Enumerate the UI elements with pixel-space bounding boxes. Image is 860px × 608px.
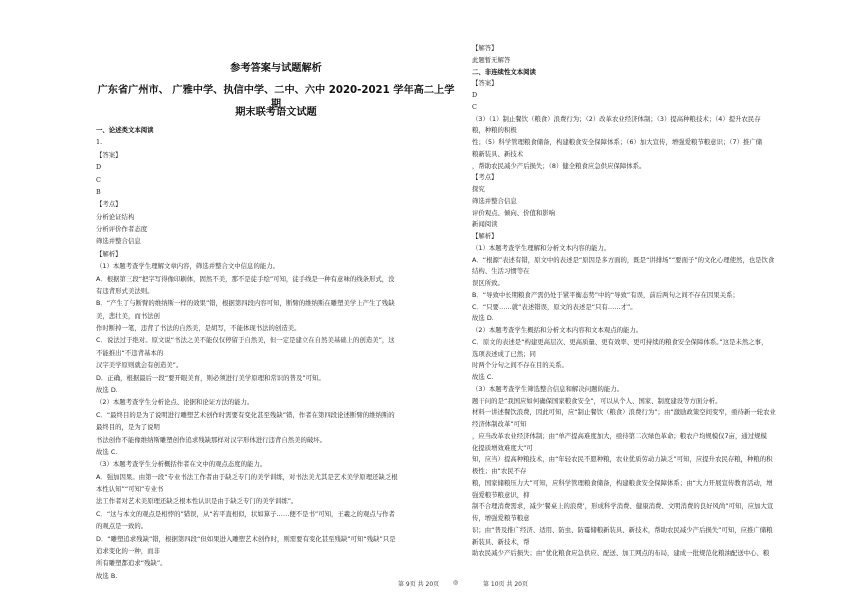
text-line: 经济体制改革”可知 [472, 420, 527, 428]
text-line: 时两个分句之间不存在目的关系。 [472, 361, 568, 370]
text-line: 本性认知”“可知”专业书 [96, 485, 164, 494]
text-line: 【解析】 [96, 249, 122, 258]
text-line: 评价观点、倾向、价值和影响 [472, 208, 556, 217]
text-line: 探究 [472, 185, 485, 193]
page-number-left: 第 9页 共 20页 [398, 581, 440, 588]
doc-subtitle-line1: 广东省广州市、 广雅中学、执信中学、二中、六中 2020-2021 学年高二上学期 [97, 85, 455, 110]
text-line: 所有雕塑都追求“残缺”。 [96, 559, 167, 568]
text-line: 故选 D. [472, 314, 494, 323]
text-line: 故选 D. [96, 385, 118, 394]
text-line: 有违背形式美法则。 [96, 286, 154, 295]
text-line: 材料一讲述餐饮浪费，因此可知，应“制止餐饮（粮食）浪费行为”；由“激励政策空间变窄，亟待新一轮农业 [472, 408, 776, 417]
page-number-right: 第 10页 共 20页 [483, 581, 528, 588]
text-line: C．“这与本文的观点是相悖的”错误，从“若平直相似，状如算子……便不是书”可知，王羲之的观点与作者 [96, 509, 395, 518]
text-line: B [96, 187, 101, 196]
text-line: 制不合理消费需求，减少‘餐桌上的浪费’，形成科学消费、健康消费、文明消费的良好风尚”可知，应加大宣 [472, 502, 774, 511]
text-line: 新装具、新技术，帮 [472, 537, 530, 546]
text-line: 知，应当）提高种粮技术，由“年轻农民不愿种粮，农业优质劳动力缺乏”可知，应提升农民存粮，种粮的积 [472, 455, 773, 464]
text-line: D．正确，根据最后一段“要开眼美育，则必须进行美学原理和常识的普及”可知。 [96, 373, 325, 382]
text-line: 题干问的是“我国应如何确保国家粮食安全”，可以从个人、国家、制度建设等方面分析。 [472, 396, 722, 405]
text-line: 1. [96, 138, 103, 147]
text-line: ，应当改革农业经济体制；由“单产提高难度加大，亟待第二次绿色革命；粮农户均规模仅7亩，通过规模 [472, 431, 767, 440]
text-line: A．根据第三段“把字写得像印刷体，固然不美，那不是徒手绘”可知，徒手线是一种有意味的线条形式，没 [96, 274, 395, 283]
text-line: 美，悲壮美，而书法创 [96, 311, 160, 320]
text-line: （1）本题考查学生理解和分析文本内容的能力。 [472, 243, 611, 252]
text-line: 强爱粮节粮意识，抑 [472, 490, 530, 499]
text-line: B．“导致中长期粮食产需仍处于紧平衡态势”中的“导致”有误，前后两句之间不存在因果关系； [472, 290, 739, 299]
text-line: 化提质增效难度大”可 [472, 443, 533, 452]
doc-subtitle-line2: 期末联考语文试题 [235, 107, 317, 118]
text-line: 极性；由“农民不存 [472, 467, 527, 475]
page-separator: ◎ [453, 579, 459, 586]
text-line: 此题暂无解答 [472, 55, 511, 64]
text-line: （1）本题考查学生理解文章内容，筛选并整合文中信息的能力。 [96, 262, 280, 271]
text-line: 故选 C. [96, 447, 118, 456]
text-line: C [96, 175, 101, 184]
text-line: （3）本题考查学生分析概括作者在文中的观点态度的能力。 [96, 460, 267, 469]
text-line: 选项表述成了已然；同 [472, 349, 536, 358]
text-line: 结构、生活习惯等在 [472, 267, 530, 276]
text-line: A．强加因果。由第一段“专业书法工作者由于缺乏专门的美学训练，对书法美尤其是艺术美学原理还缺乏根 [96, 472, 398, 481]
text-line: 筛选并整合信息 [96, 237, 141, 246]
text-line: 二、非连续性文本阅读 [472, 67, 536, 76]
text-line: C [472, 102, 477, 111]
text-line: 传，增强爱粮节粮意 [472, 514, 530, 522]
text-line: 【考点】 [472, 173, 498, 182]
text-line: C．“只要……就”表述错误，原文的表述是“只有……才”。 [472, 302, 637, 311]
text-line: 书法创作不能像维纳斯雕塑创作追求残缺那样对汉字形体进行违背自然美的破坏。 [96, 435, 327, 444]
text-line: （3）（1）制止餐饮（粮食）浪费行为；（2）改革农业经济体制；（3）提高种粮技术；（4）提升农民存 [472, 114, 761, 123]
text-line: ，帮助农民减少产后损失；（8）健全粮食应急供应保障体系。 [472, 161, 646, 170]
text-line: 助农民减少产后损失；由“优化粮食应急供应、配送、加工网点的布局，建成一批规范化粮油配送中心、粮 [472, 549, 770, 558]
text-line: 粮，国家储粮压力大”可知，应科学管理粮食储备，构建粮食安全保障体系；由“大力开展宣传教育活动，增 [472, 478, 773, 487]
text-line: C．原文的表述是“构建更高层次、更高质量、更有效率、更可持续的粮食安全保障体系。”这是未然之事， [472, 337, 768, 346]
text-line: 的观点是一致的。 [96, 522, 148, 531]
text-line: D [96, 163, 102, 172]
text-line: 作时断掉一笔，违背了书法的自然美，是胡写，不能体现书法的创造美。 [96, 324, 301, 333]
text-line: 性；（5）科学管理粮食储备，构建粮食安全保障体系；（6）加大宣传，增强爱粮节粮意识；（7）推广储 [472, 138, 763, 146]
text-line: 【解答】 [472, 44, 498, 52]
text-line: 粮，种粮的积极 [472, 126, 517, 135]
text-line: B．“产生了与断臂的维纳斯一样的效果”错，根据第四段内容可知，断臂的维纳斯在雕塑美学上产生了残缺 [96, 299, 395, 308]
doc-title: 参考答案与试题解析 [230, 63, 322, 74]
text-line: 粮新装具、新技术 [472, 149, 524, 158]
text-line: （2）本题考查学生分析论点、论据和论证方法的能力。 [96, 398, 254, 407]
text-line: 分析评价作者态度 [96, 225, 148, 234]
text-line: 故选 C. [472, 373, 494, 381]
text-line: A．“根源”表述有错，原文中的表述是“原因是多方面的，既是“讲排场”“要面子”的文化心理使然，也是饮食 [472, 255, 775, 264]
text-line: D [472, 91, 478, 99]
text-line: 法工作者对艺术美原理还缺乏根本性认识是由于缺乏专门的美学训练”。 [96, 497, 298, 506]
text-line: 追求变化的一种，而非 [96, 546, 160, 555]
text-line: C．说法过于绝对。原文说“书法之美不能仅仅停留于自然美，但一定是建立在自然美基础上的创造美”，这 [96, 336, 395, 345]
text-line: 最终目的，是为了说明 [96, 423, 160, 432]
text-line: 汉字美学原则就会有创造美”。 [96, 361, 183, 370]
text-line: 不能推出“不违背基本的 [96, 348, 164, 357]
text-line: D．“雕塑追求残缺”错，根据第四段“但如果进入雕塑艺术创作时，则需要有变化甚至残缺”可知“残缺”只是 [96, 534, 396, 543]
text-line: C．“最终目的是为了说明进行雕塑艺术创作时需要有变化甚至残缺”错，作者在第四段论述断臂的维纳斯的 [96, 410, 395, 419]
text-line: 分析论证结构 [96, 212, 135, 221]
text-line: 【解析】 [472, 232, 498, 240]
text-line: （2）本题考查学生概括和分析文本内容和文本观点的能力。 [472, 326, 643, 334]
text-line: 筛选并整合信息 [472, 196, 517, 205]
text-line: 故选 B. [96, 571, 118, 580]
text-line: 一、论述类文本阅读 [96, 126, 154, 134]
text-line: 新闻阅读 [472, 220, 498, 229]
text-line: 误区所致。 [472, 279, 504, 287]
text-line: （3）本题考查学生筛选整合信息和解决问题的能力。 [472, 384, 624, 393]
text-line: 【答案】 [472, 79, 498, 88]
text-line: 【考点】 [96, 200, 122, 209]
text-line: 识；由“普及推广经济、适用、防虫、防霉储粮新装具、新技术，帮助农民减少产后损失”可知，应推广储粮 [472, 525, 773, 534]
text-line: 【答案】 [96, 150, 122, 159]
